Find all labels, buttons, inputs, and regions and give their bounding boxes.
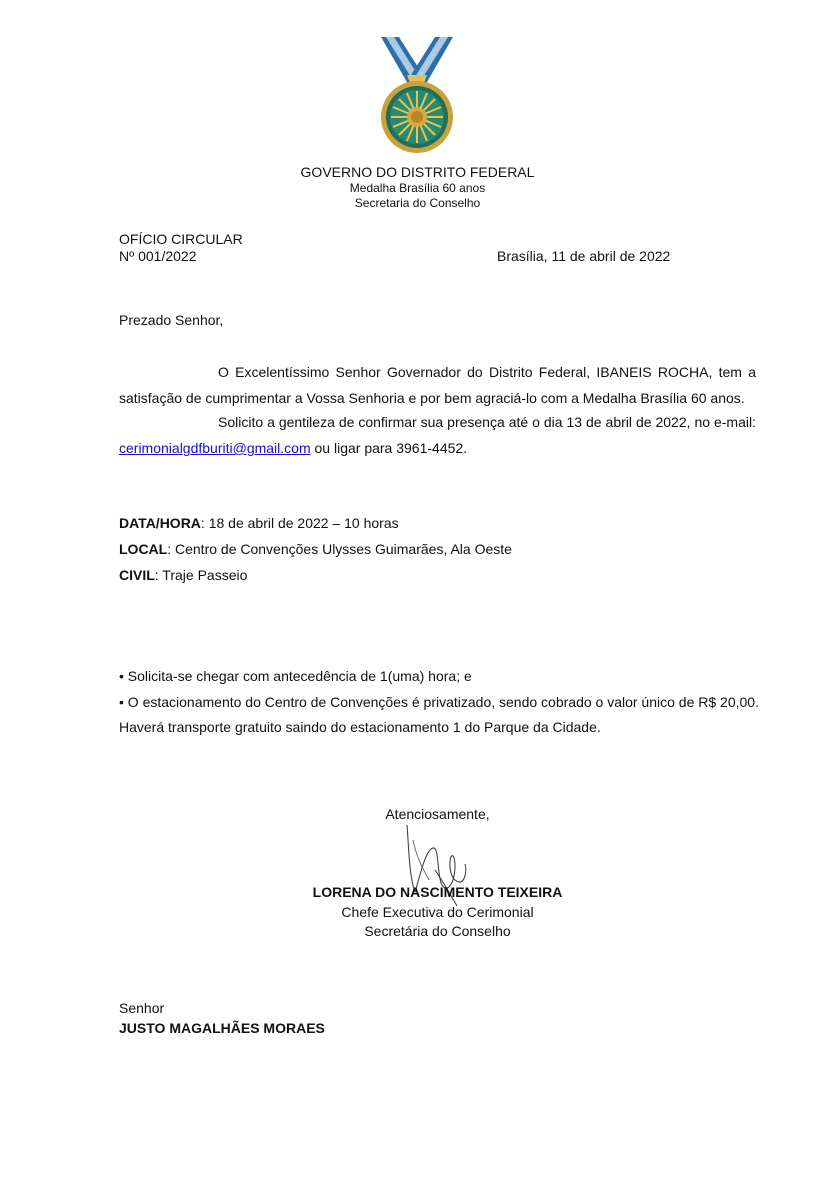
signatory-role: Chefe Executiva do Cerimonial: [341, 904, 534, 920]
notes-list: [119, 664, 769, 741]
note-bullet-2-continuation: Haverá transporte gratuito saindo do estacionamento 1 do Parque da Cidade.: [119, 719, 601, 735]
note-bullet-2: • O estacionamento do Centro de Convenções é privatizado, sendo cobrado o valor único de R$ 20,00.: [119, 693, 759, 710]
event-local-line: [119, 541, 512, 557]
event-local-value: : Centro de Convenções Ulysses Guimarães, Ala Oeste: [167, 541, 512, 557]
greeting: Prezado Senhor,: [119, 312, 224, 328]
email-link[interactable]: cerimonialgdfburiti@gmail.com: [119, 440, 311, 456]
event-dress-value: : Traje Passeio: [154, 567, 248, 583]
document-number: Nº 001/2022: [119, 248, 197, 264]
body-paragraph-1-text: O Excelentíssimo Senhor Governador do Distrito Federal, IBANEIS ROCHA, tem a satisfação de cumprimentar a Vossa Senhoria e por bem agraciá-lo com a Medalha Brasília 60 anos.: [119, 364, 756, 406]
body-paragraph-2-phone: ou ligar para 3961-4452.: [310, 440, 468, 456]
header-org: GOVERNO DO DISTRITO FEDERAL: [300, 164, 535, 180]
event-date-value: : 18 de abril de 2022 – 10 horas: [200, 515, 399, 531]
document-date: Brasília, 11 de abril de 2022: [497, 248, 671, 264]
body-paragraph-2-text: Solicito a gentileza de confirmar sua presença até o dia 13 de abril de 2022, no e-mail:: [218, 414, 756, 430]
body-paragraph-1: [119, 359, 756, 411]
event-date-label: DATA/HORA: [119, 515, 201, 531]
document-type: OFÍCIO CIRCULAR: [119, 231, 243, 247]
note-bullet-1: • Solicita-se chegar com antecedência de 1(uma) hora; e: [119, 668, 472, 684]
body-paragraph-2: [119, 409, 756, 461]
event-local-label: LOCAL: [119, 541, 168, 557]
signatory-department: Secretária do Conselho: [364, 923, 511, 939]
signatory-name: LORENA DO NASCIMENTO TEIXEIRA: [312, 884, 563, 900]
event-date-line: [119, 515, 399, 531]
medal-emblem-icon: [377, 35, 457, 155]
event-dress-line: [119, 567, 247, 583]
header-subtitle: Medalha Brasília 60 anos: [349, 181, 486, 195]
header-department: Secretaria do Conselho: [354, 196, 481, 210]
closing-salutation: Atenciosamente,: [385, 806, 490, 822]
recipient-name: JUSTO MAGALHÃES MORAES: [119, 1020, 325, 1036]
recipient-title: Senhor: [119, 1000, 165, 1016]
event-dress-label: CIVIL: [119, 567, 155, 583]
